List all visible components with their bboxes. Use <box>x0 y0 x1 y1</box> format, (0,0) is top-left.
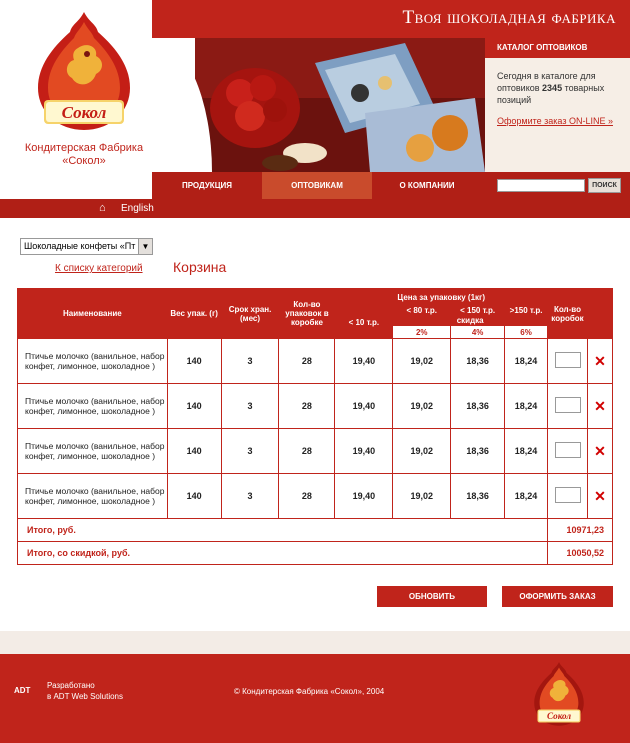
discount-total-row <box>18 542 613 565</box>
header-top-bar <box>152 0 630 38</box>
footer-logo-text: Сокол <box>546 711 572 722</box>
table-row <box>18 339 613 384</box>
delete-icon[interactable]: ✕ <box>594 397 606 414</box>
cell-weight: 140 <box>167 429 221 474</box>
adt-logo[interactable]: ADT <box>14 686 31 695</box>
chocolates-illustration <box>195 38 485 172</box>
header-discount: скидка <box>393 316 548 326</box>
english-link[interactable]: English <box>121 203 154 214</box>
copyright: © Кондитерская Фабрика «Сокол», 2004 <box>234 687 385 696</box>
footer-logo[interactable] <box>531 660 587 730</box>
cell-price-3: 18,36 <box>451 474 505 519</box>
chevron-down-icon[interactable]: ▼ <box>138 239 152 254</box>
order-online-link[interactable]: Оформите заказ ON-LINE » <box>497 116 613 126</box>
cell-shelf: 3 <box>221 384 279 429</box>
cell-weight: 140 <box>167 474 221 519</box>
header-lt150: < 150 т.р. <box>451 306 505 316</box>
category-select[interactable] <box>20 238 153 255</box>
catalog-text-before: Сегодня в каталоге для оптовиков <box>497 71 596 93</box>
total-label: Итого, руб. <box>18 519 548 542</box>
category-select-value: Шоколадные конфеты «Пт <box>24 241 136 251</box>
discount-2: 2% <box>393 326 451 339</box>
site-slogan: Твоя шоколадная фабрика <box>402 7 616 28</box>
sokol-logo[interactable] <box>34 8 134 138</box>
logo-text: Сокол <box>61 103 107 122</box>
nav-products[interactable]: ПРОДУКЦИЯ <box>181 181 233 190</box>
company-caption <box>20 142 148 168</box>
cell-price-2: 19,02 <box>393 384 451 429</box>
cell-delete <box>587 474 612 519</box>
header-per-box: Кол-во упаковок в коробке <box>279 289 335 339</box>
site-header <box>0 0 630 218</box>
developer-credit-line2[interactable]: в ADT Web Solutions <box>47 692 123 701</box>
total-value: 10971,23 <box>548 519 613 542</box>
cell-qty <box>548 474 588 519</box>
product-name: Птичье молочко (ванильное, набор конфет, лимонное, шоколадное ) <box>18 384 168 429</box>
cell-shelf: 3 <box>221 339 279 384</box>
header-shelf-life: Срок хран. (мес) <box>221 289 279 339</box>
language-strip <box>0 199 630 218</box>
cart-table <box>17 288 613 565</box>
product-name: Птичье молочко (ванильное, набор конфет, лимонное, шоколадное ) <box>18 429 168 474</box>
quantity-input[interactable] <box>555 487 581 503</box>
table-row <box>18 474 613 519</box>
cell-price-4: 18,24 <box>505 429 548 474</box>
quantity-input[interactable] <box>555 397 581 413</box>
search-input[interactable] <box>497 179 585 192</box>
main-nav <box>152 172 630 199</box>
cell-price-4: 18,24 <box>505 474 548 519</box>
cell-price-1: 19,40 <box>335 384 393 429</box>
cell-price-3: 18,36 <box>451 429 505 474</box>
header-name: Наименование <box>18 289 168 339</box>
delete-icon[interactable]: ✕ <box>594 352 606 369</box>
cell-price-1: 19,40 <box>335 339 393 384</box>
catalog-text-after: товарных позиций <box>497 83 605 105</box>
catalog-description <box>485 58 630 106</box>
cell-perbox: 28 <box>279 384 335 429</box>
cell-shelf: 3 <box>221 429 279 474</box>
hero-image <box>195 38 485 172</box>
header-lt80: < 80 т.р. <box>393 306 451 316</box>
catalog-title: КАТАЛОГ ОПТОВИКОВ <box>485 38 630 58</box>
cell-price-3: 18,36 <box>451 384 505 429</box>
cell-perbox: 28 <box>279 429 335 474</box>
total-row <box>18 519 613 542</box>
cell-perbox: 28 <box>279 474 335 519</box>
company-caption-line1: Кондитерская Фабрика <box>24 142 144 154</box>
cell-price-2: 19,02 <box>393 474 451 519</box>
table-row <box>18 429 613 474</box>
cell-qty <box>548 429 588 474</box>
cell-price-1: 19,40 <box>335 429 393 474</box>
catalog-count: 2345 <box>542 83 563 93</box>
header-price: Цена за упаковку (1кг) <box>335 289 548 306</box>
developer-credit <box>47 680 123 702</box>
discount-4: 4% <box>451 326 505 339</box>
quantity-input[interactable] <box>555 352 581 368</box>
product-name: Птичье молочко (ванильное, набор конфет, лимонное, шоколадное ) <box>18 474 168 519</box>
place-order-button[interactable]: ОФОРМИТЬ ЗАКАЗ <box>502 586 613 607</box>
discount-6: 6% <box>505 326 548 339</box>
cell-price-2: 19,02 <box>393 339 451 384</box>
cell-price-2: 19,02 <box>393 429 451 474</box>
page-title: Корзина <box>173 259 227 275</box>
header-gt150: >150 т.р. <box>505 306 548 316</box>
update-button[interactable]: ОБНОВИТЬ <box>377 586 487 607</box>
search-button[interactable]: ПОИСК <box>588 178 621 193</box>
header-weight: Вес упак. (г) <box>167 289 221 339</box>
cell-delete <box>587 384 612 429</box>
delete-icon[interactable]: ✕ <box>594 442 606 459</box>
quantity-input[interactable] <box>555 442 581 458</box>
company-caption-line2: «Сокол» <box>62 155 106 167</box>
site-footer <box>0 654 630 743</box>
header-lt10: < 10 т.р. <box>335 306 393 339</box>
cell-qty <box>548 339 588 384</box>
cell-shelf: 3 <box>221 474 279 519</box>
cell-price-3: 18,36 <box>451 339 505 384</box>
table-row <box>18 384 613 429</box>
nav-about[interactable]: О КОМПАНИИ <box>399 181 455 190</box>
cell-price-4: 18,24 <box>505 384 548 429</box>
header-delete <box>587 289 612 339</box>
home-icon[interactable]: ⌂ <box>99 202 106 214</box>
cell-price-4: 18,24 <box>505 339 548 384</box>
product-name: Птичье молочко (ванильное, набор конфет, лимонное, шоколадное ) <box>18 339 168 384</box>
cell-qty <box>548 384 588 429</box>
developer-credit-line1: Разработано <box>47 681 95 690</box>
cell-delete <box>587 339 612 384</box>
cell-weight: 140 <box>167 384 221 429</box>
cell-perbox: 28 <box>279 339 335 384</box>
discount-total-label: Итого, со скидкой, руб. <box>18 542 548 565</box>
nav-wholesale[interactable]: ОПТОВИКАМ <box>262 172 372 199</box>
discount-total-value: 10050,52 <box>548 542 613 565</box>
wholesale-catalog-panel <box>485 38 630 172</box>
cell-delete <box>587 429 612 474</box>
cell-weight: 140 <box>167 339 221 384</box>
header-boxes: Кол-во коробок <box>548 289 588 339</box>
cell-price-1: 19,40 <box>335 474 393 519</box>
delete-icon[interactable]: ✕ <box>594 487 606 504</box>
back-to-categories-link[interactable]: К списку категорий <box>55 263 143 274</box>
